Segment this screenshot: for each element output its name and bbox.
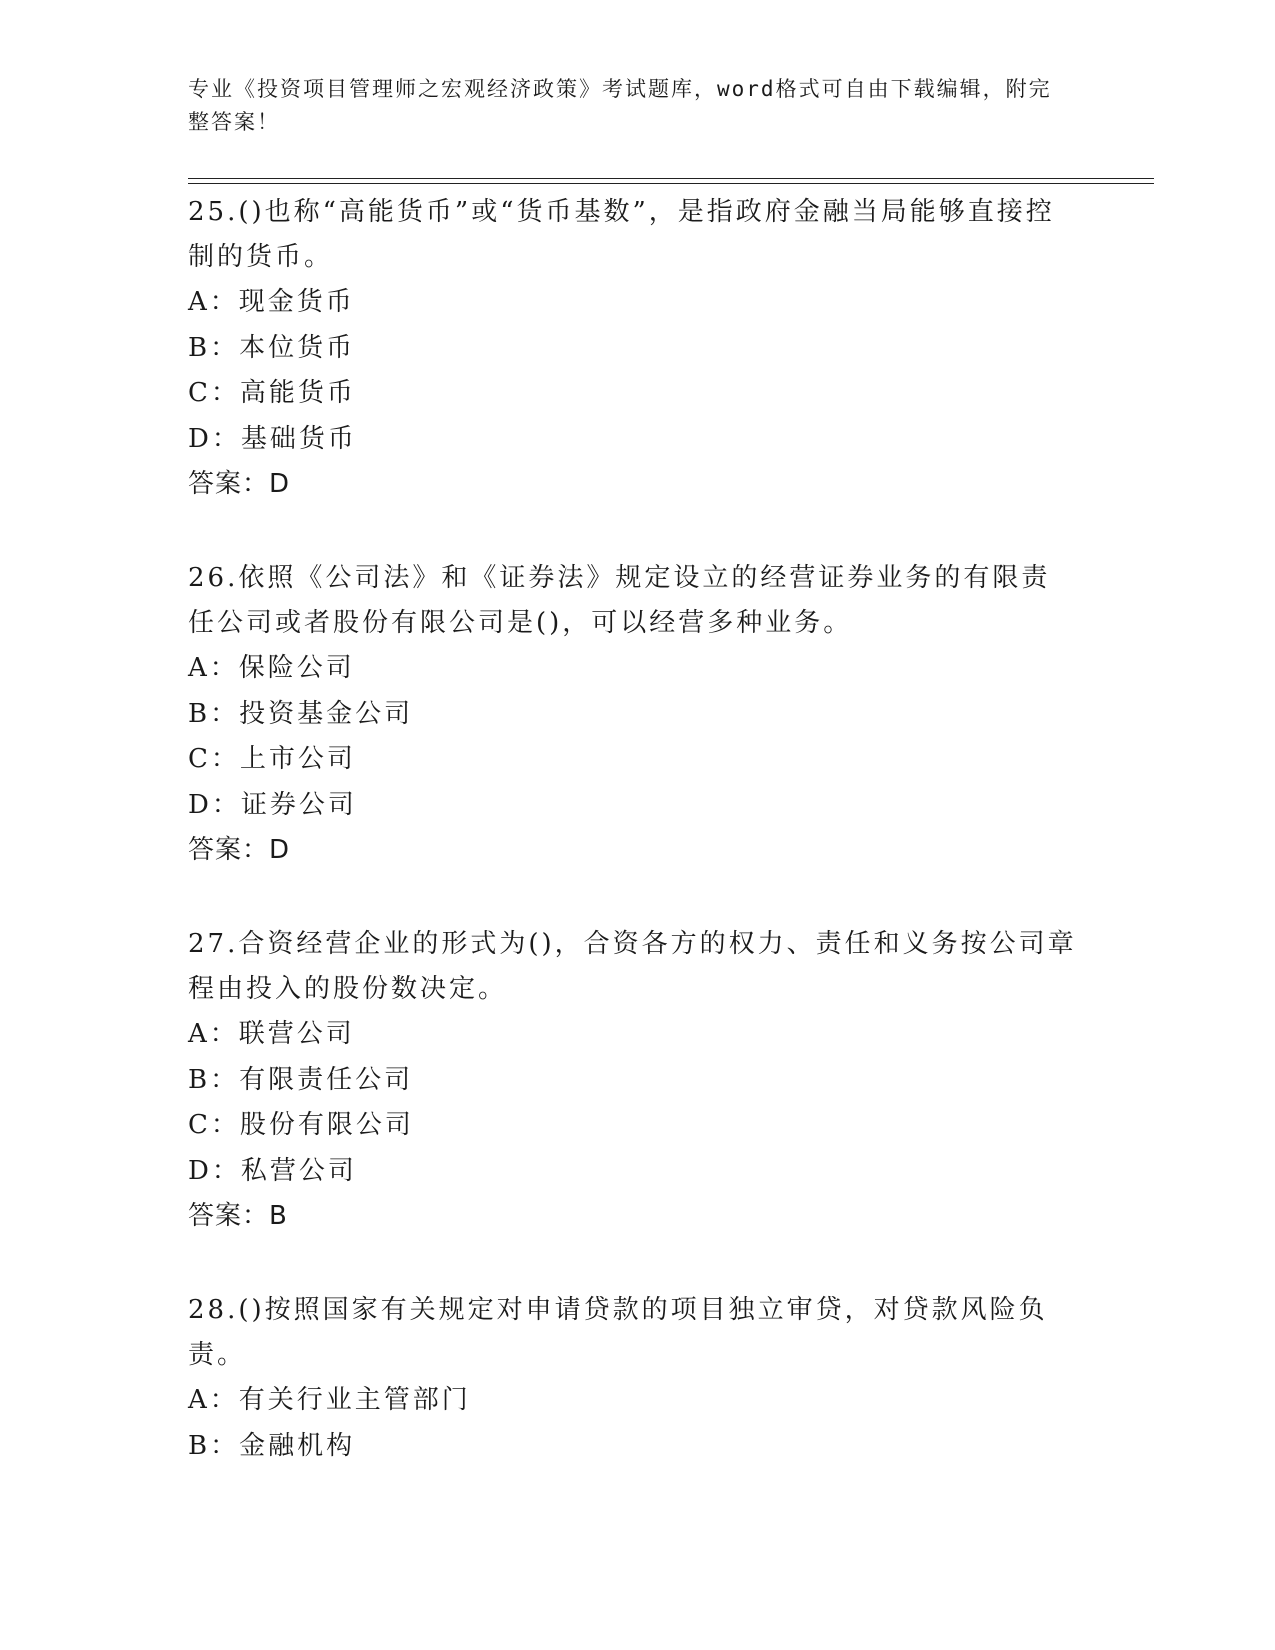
header-divider-bottom bbox=[188, 183, 1154, 184]
question-25 bbox=[188, 190, 1078, 507]
option-key: B： bbox=[188, 698, 240, 729]
question-26 bbox=[188, 556, 1078, 873]
option-key: A： bbox=[188, 287, 239, 317]
option-d bbox=[188, 783, 1078, 829]
question-28 bbox=[188, 1288, 1078, 1469]
option-key: A： bbox=[188, 1385, 239, 1415]
option-text: 有关行业主管部门 bbox=[238, 1385, 471, 1415]
option-text: 基础货币 bbox=[240, 423, 357, 454]
option-text: 本位货币 bbox=[239, 332, 356, 363]
question-text: 26.依照《公司法》和《证券法》规定设立的经营证券业务的有限责任公司或者股份有限公司是()，可以经营多种业务。 bbox=[188, 563, 1051, 638]
option-key: C： bbox=[188, 378, 240, 408]
option-b bbox=[188, 1058, 1078, 1104]
option-c bbox=[188, 1103, 1078, 1149]
option-text: 高能货币 bbox=[239, 378, 356, 408]
answer-line: 答案：D bbox=[188, 469, 291, 499]
option-b bbox=[188, 326, 1078, 372]
question-text: 27.合资经营企业的形式为()，合资各方的权力、责任和义务按公司章程由投入的股份数决定。 bbox=[188, 929, 1077, 1004]
option-text: 证券公司 bbox=[240, 789, 357, 820]
option-key: C： bbox=[188, 1110, 240, 1140]
question-27 bbox=[188, 922, 1078, 1239]
option-text: 金融机构 bbox=[239, 1430, 356, 1461]
option-key: C： bbox=[188, 744, 240, 774]
option-key: B： bbox=[188, 332, 240, 363]
answer-line: 答案：B bbox=[188, 1201, 288, 1231]
header-divider-top bbox=[188, 178, 1154, 179]
option-text: 投资基金公司 bbox=[239, 698, 414, 729]
option-d bbox=[188, 417, 1078, 463]
document-header: 专业《投资项目管理师之宏观经济政策》考试题库，word格式可自由下载编辑，附完整答案！ bbox=[188, 77, 1052, 134]
option-key: D： bbox=[188, 789, 241, 820]
option-text: 现金货币 bbox=[238, 287, 355, 317]
option-a bbox=[188, 646, 1078, 692]
option-a bbox=[188, 1012, 1078, 1058]
option-a bbox=[188, 1378, 1078, 1424]
answer-line: 答案：D bbox=[188, 835, 291, 865]
option-key: B： bbox=[188, 1430, 240, 1461]
option-b bbox=[188, 692, 1078, 738]
question-list bbox=[188, 190, 1078, 1518]
option-key: A： bbox=[188, 1019, 239, 1049]
question-text: 25.()也称“高能货币”或“货币基数”，是指政府金融当局能够直接控制的货币。 bbox=[188, 197, 1055, 272]
option-key: B： bbox=[188, 1064, 240, 1095]
option-d bbox=[188, 1149, 1078, 1195]
option-text: 私营公司 bbox=[240, 1155, 357, 1186]
option-text: 联营公司 bbox=[238, 1019, 355, 1049]
option-b bbox=[188, 1424, 1078, 1470]
option-key: D： bbox=[188, 423, 241, 454]
option-text: 保险公司 bbox=[238, 653, 355, 683]
option-text: 股份有限公司 bbox=[239, 1110, 414, 1140]
option-text: 有限责任公司 bbox=[239, 1064, 414, 1095]
option-key: A： bbox=[188, 653, 239, 683]
option-key: D： bbox=[188, 1155, 241, 1186]
option-text: 上市公司 bbox=[239, 744, 356, 774]
option-a bbox=[188, 280, 1078, 326]
question-text: 28.()按照国家有关规定对申请贷款的项目独立审贷，对贷款风险负责。 bbox=[188, 1295, 1048, 1370]
option-c bbox=[188, 371, 1078, 417]
option-c bbox=[188, 737, 1078, 783]
